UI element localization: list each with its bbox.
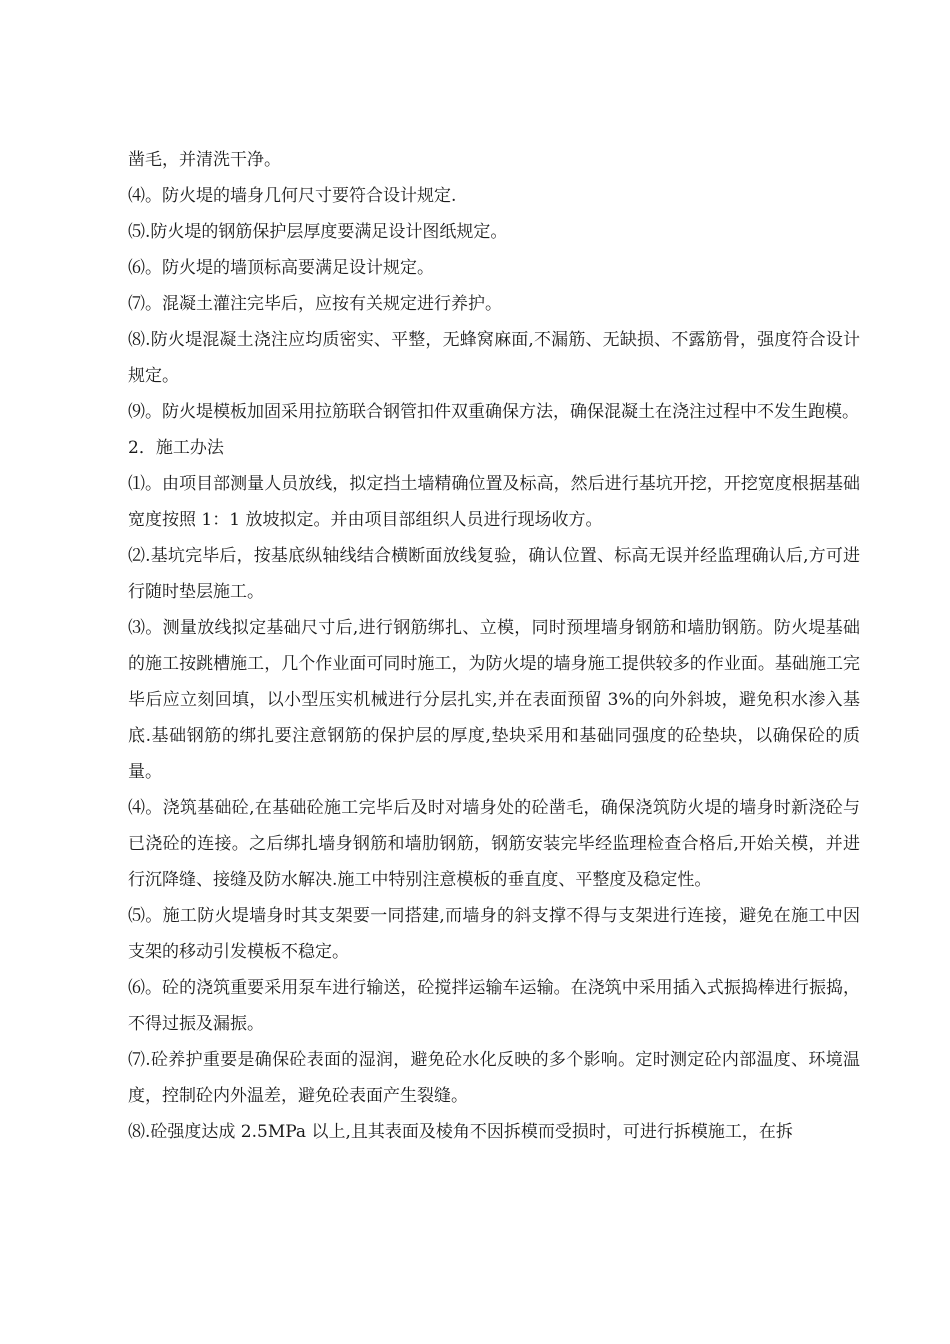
document-body: [128, 142, 860, 1150]
paragraph-chisel-clean: 凿毛，并清洗干净。: [128, 150, 281, 170]
paragraph-method-6-pumping: ⑹。砼的浇筑重要采用泵车进行输送，砼搅拌运输车运输。在浇筑中采用插入式振捣棒进行振捣，不得过振及漏振。: [128, 978, 860, 1034]
paragraph-method-5-support: ⑸。施工防火堤墙身时其支架要一同搭建,而墙身的斜支撑不得与支架进行连接，避免在施工中因支架的移动引发模板不稳定。: [128, 906, 860, 962]
paragraph-method-8-form-removal: ⑻.砼强度达成 2.5MPa 以上,且其表面及棱角不因拆模而受损时，可进行拆模施工，在拆: [128, 1122, 793, 1142]
paragraph-item-7-curing: ⑺。混凝土灌注完毕后，应按有关规定进行养护。: [128, 294, 502, 314]
paragraph-item-8-concrete-quality: ⑻.防火堤混凝土浇注应均质密实、平整，无蜂窝麻面,不漏筋、无缺损、不露筋骨，强度符合设计规定。: [128, 330, 860, 386]
paragraph-method-2-foundation-pit: ⑵.基坑完毕后，按基底纵轴线结合横断面放线复验，确认位置、标高无误并经监理确认后,方可进行随时垫层施工。: [128, 546, 860, 602]
paragraph-method-4-pouring: ⑷。浇筑基础砼,在基础砼施工完毕后及时对墙身处的砼凿毛，确保浇筑防火堤的墙身时新浇砼与已浇砼的连接。之后绑扎墙身钢筋和墙肋钢筋，钢筋安装完毕经监理检查合格后,开始关模，并进行沉降缝、接缝及防水解决.施工中特别注意模板的垂直度、平整度及稳定性。: [128, 798, 860, 890]
paragraph-item-9-formwork-reinforcement: ⑼。防火堤模板加固采用拉筋联合钢管扣件双重确保方法，确保混凝土在浇注过程中不发生跑模。: [128, 402, 859, 422]
paragraph-method-7-curing: ⑺.砼养护重要是确保砼表面的湿润，避免砼水化反映的多个影响。定时测定砼内部温度、环境温度，控制砼内外温差，避免砼表面产生裂缝。: [128, 1050, 860, 1106]
section-heading-construction-method: 2．施工办法: [128, 438, 224, 458]
paragraph-item-6-wall-top-elevation: ⑹。防火堤的墙顶标高要满足设计规定。: [128, 258, 434, 278]
paragraph-item-5-rebar-cover: ⑸.防火堤的钢筋保护层厚度要满足设计图纸规定。: [128, 222, 508, 242]
paragraph-method-1-survey: ⑴。由项目部测量人员放线，拟定挡土墙精确位置及标高，然后进行基坑开挖，开挖宽度根据基础宽度按照 1：1 放坡拟定。并由项目部组织人员进行现场收方。: [128, 474, 860, 530]
paragraph-item-4-wall-dimensions: ⑷。防火堤的墙身几何尺寸要符合设计规定.: [128, 186, 457, 206]
paragraph-method-3-foundation: ⑶。测量放线拟定基础尺寸后,进行钢筋绑扎、立模，同时预埋墙身钢筋和墙肋钢筋。防火堤基础的施工按跳槽施工，几个作业面可同时施工，为防火堤的墙身施工提供较多的作业面。基础施工完毕后应立刻回填，以小型压实机械进行分层扎实,并在表面预留 3%的向外斜坡，避免积水渗入基底.基础钢筋的绑扎要注意钢筋的保护层的厚度,垫块采用和基础同强度的砼垫块，以确保砼的质量。: [128, 618, 860, 782]
